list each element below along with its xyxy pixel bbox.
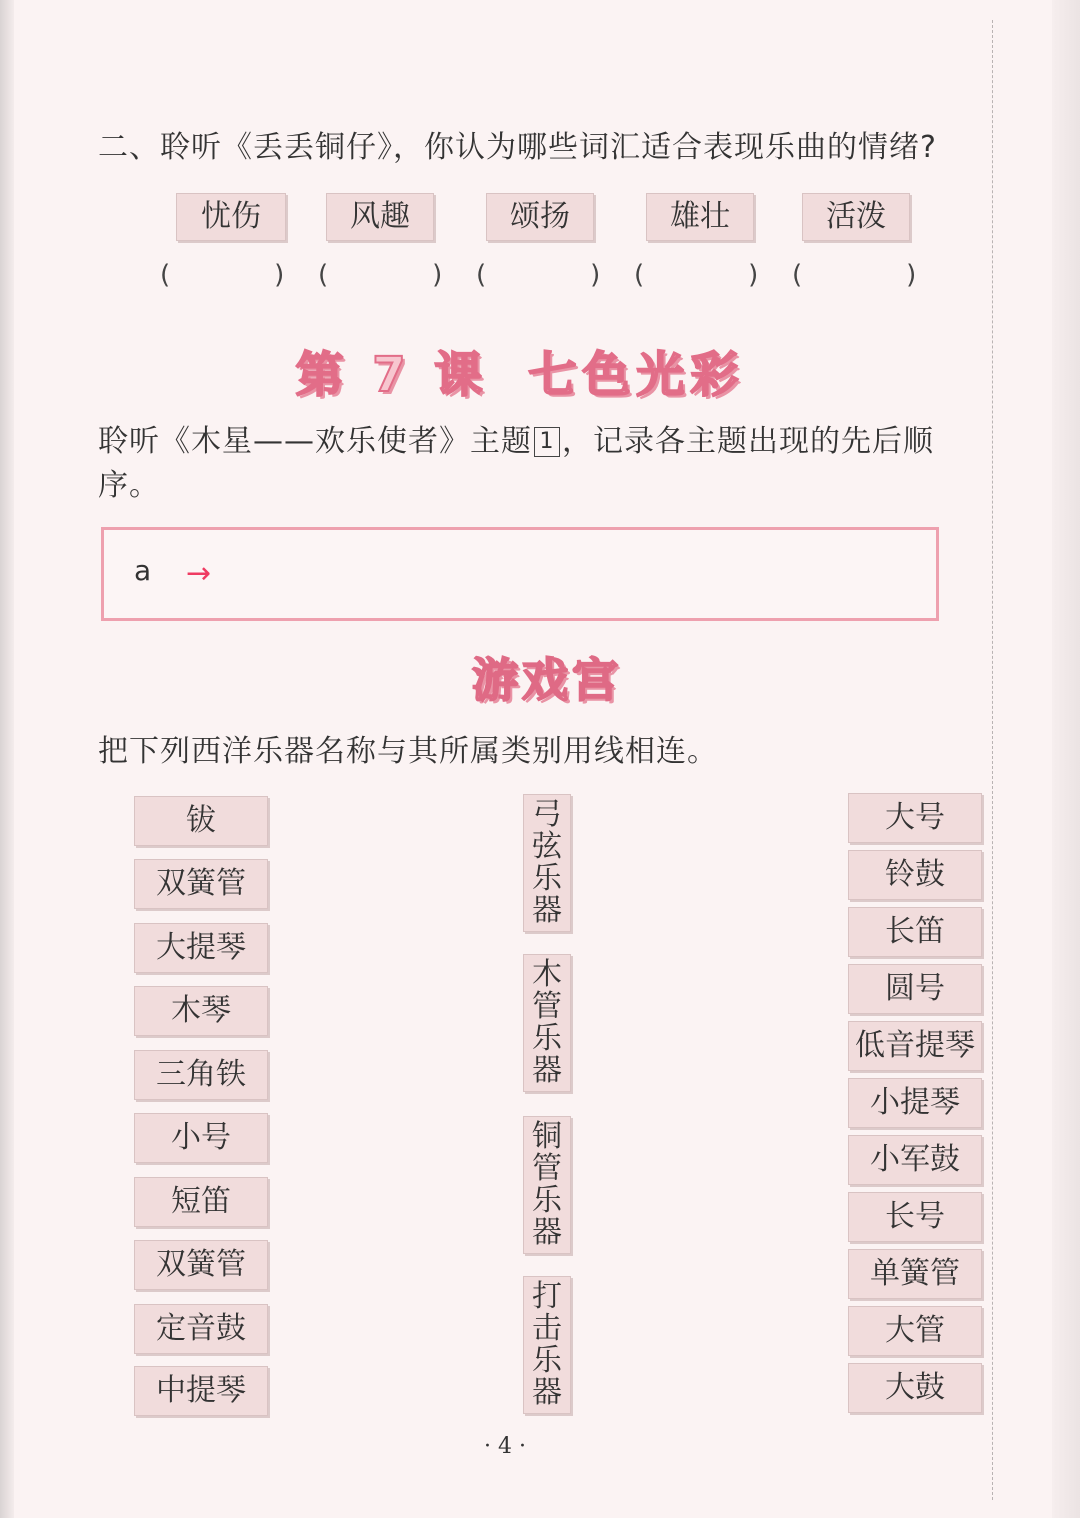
answer-blank[interactable]: ( ) xyxy=(318,260,443,290)
matching-instruction: 把下列西洋乐器名称与其所属类别用线相连。 xyxy=(98,734,718,769)
page-number: · 4 · xyxy=(484,1434,526,1459)
instrument-box[interactable]: 小提琴 xyxy=(848,1078,982,1128)
category-char: 管 xyxy=(532,989,562,1024)
category-char: 铜 xyxy=(532,1119,562,1154)
category-char: 器 xyxy=(532,893,562,928)
instrument-box[interactable]: 大号 xyxy=(848,793,982,843)
instrument-box[interactable]: 定音鼓 xyxy=(134,1304,268,1354)
instrument-box[interactable]: 木琴 xyxy=(134,986,268,1036)
mood-word-box[interactable]: 雄壮 xyxy=(646,193,754,241)
category-char: 弦 xyxy=(532,829,562,864)
category-char: 乐 xyxy=(532,1183,562,1218)
lesson-number: 第 7 课 xyxy=(295,347,489,403)
category-char: 弓 xyxy=(532,797,562,832)
mood-word-box[interactable]: 活泼 xyxy=(802,193,910,241)
category-char: 乐 xyxy=(532,861,562,896)
page-edge-shadow xyxy=(1052,0,1080,1518)
listen-text-after: ，记录各主题出现的先后顺序。 xyxy=(98,424,934,503)
instrument-box[interactable]: 短笛 xyxy=(134,1177,268,1227)
category-box-brass[interactable] xyxy=(523,1116,571,1254)
instrument-box[interactable]: 小号 xyxy=(134,1113,268,1163)
category-char: 器 xyxy=(532,1215,562,1250)
instrument-box[interactable]: 圆号 xyxy=(848,964,982,1014)
order-start-label: a xyxy=(134,554,152,587)
page-binding-shadow xyxy=(0,0,14,1518)
mood-word-box[interactable]: 颂扬 xyxy=(486,193,594,241)
category-char: 乐 xyxy=(532,1343,562,1378)
order-answer-box[interactable] xyxy=(101,527,939,621)
category-char: 打 xyxy=(532,1279,562,1314)
instrument-box[interactable]: 长笛 xyxy=(848,907,982,957)
instrument-box[interactable]: 长号 xyxy=(848,1192,982,1242)
arrow-right-icon: → xyxy=(186,556,212,591)
theme-number-box: 1 xyxy=(534,427,560,457)
instrument-box[interactable]: 大管 xyxy=(848,1306,982,1356)
instrument-box[interactable]: 低音提琴 xyxy=(848,1021,982,1071)
game-section-title: 游戏宫 xyxy=(472,653,622,707)
cut-line xyxy=(992,20,993,1500)
lesson-name: 七色光彩 xyxy=(528,347,745,403)
instrument-box[interactable]: 三角铁 xyxy=(134,1050,268,1100)
listen-text-before: 聆听《木星——欢乐使者》主题 xyxy=(98,424,532,459)
listen-instruction xyxy=(98,420,948,508)
question-2-prompt: 二、聆听《丢丢铜仔》，你认为哪些词汇适合表现乐曲的情绪? xyxy=(98,130,937,165)
answer-blank[interactable]: ( ) xyxy=(792,260,917,290)
mood-word-box[interactable]: 风趣 xyxy=(326,193,434,241)
category-box-string[interactable] xyxy=(523,794,571,932)
instrument-box[interactable]: 大鼓 xyxy=(848,1363,982,1413)
instrument-box[interactable]: 中提琴 xyxy=(134,1366,268,1416)
category-box-woodwind[interactable] xyxy=(523,954,571,1092)
answer-blank[interactable]: ( ) xyxy=(634,260,759,290)
category-char: 乐 xyxy=(532,1021,562,1056)
category-char: 管 xyxy=(532,1151,562,1186)
instrument-box[interactable]: 双簧管 xyxy=(134,1240,268,1290)
answer-blank[interactable]: ( ) xyxy=(476,260,601,290)
category-char: 器 xyxy=(532,1375,562,1410)
category-char: 木 xyxy=(532,957,562,992)
category-box-percussion[interactable] xyxy=(523,1276,571,1414)
category-char: 器 xyxy=(532,1053,562,1088)
instrument-box[interactable]: 双簧管 xyxy=(134,859,268,909)
instrument-box[interactable]: 单簧管 xyxy=(848,1249,982,1299)
instrument-box[interactable]: 铃鼓 xyxy=(848,850,982,900)
lesson-title xyxy=(0,336,1040,405)
instrument-box[interactable]: 小军鼓 xyxy=(848,1135,982,1185)
category-char: 击 xyxy=(532,1311,562,1346)
answer-blank[interactable]: ( ) xyxy=(160,260,285,290)
mood-word-box[interactable]: 忧伤 xyxy=(176,193,286,241)
instrument-box[interactable]: 大提琴 xyxy=(134,923,268,973)
instrument-box[interactable]: 钹 xyxy=(134,796,268,846)
